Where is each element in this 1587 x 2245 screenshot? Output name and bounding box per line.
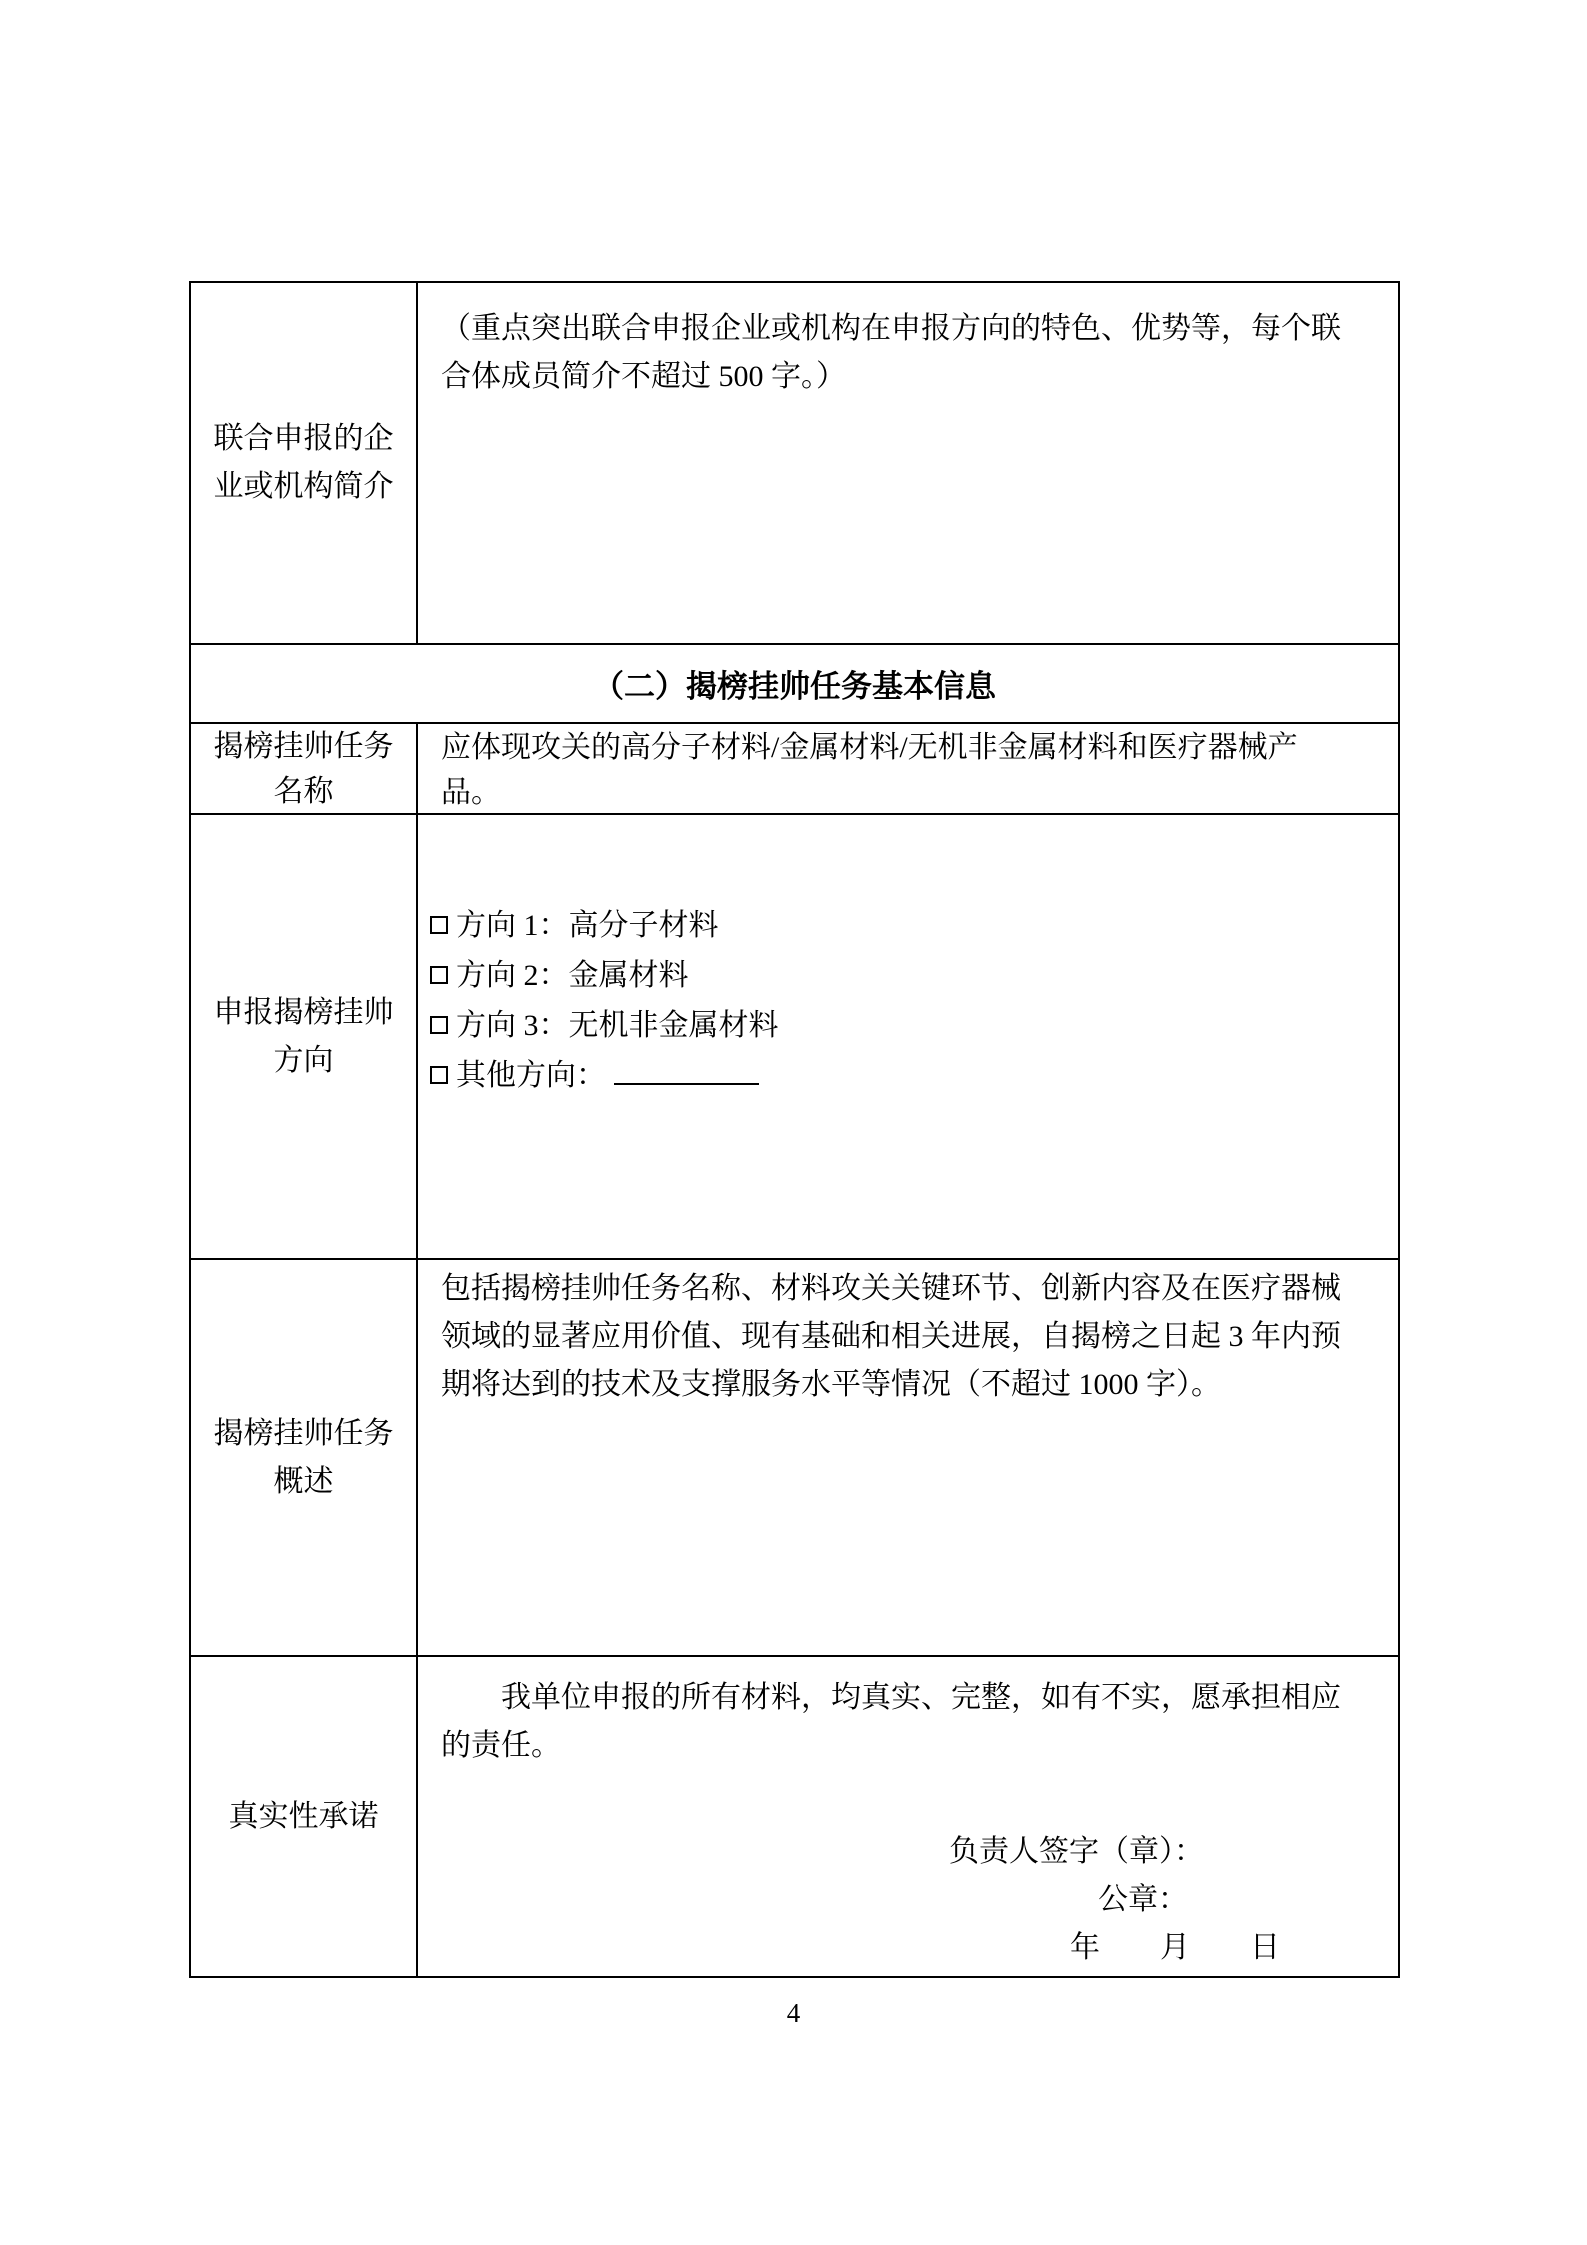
direction-2-option-label: 方向 2：金属材料 [456, 959, 689, 992]
joint-applicants-intro-label-cell [191, 283, 418, 643]
page-number: 4 [786, 1998, 801, 2028]
responsible-person-signature-line: 负责人签字（章）： [949, 1835, 1204, 1868]
table-row-task-overview [191, 1260, 1398, 1657]
joint-applicants-intro-content: （重点突出联合申报企业或机构在申报方向的特色、优势等，每个联合体成员简介不超过 500 字。） [441, 312, 1341, 393]
authenticity-pledge-label: 真实性承诺 [228, 1799, 379, 1833]
application-direction-label: 申报揭榜挂帅方向 [213, 995, 394, 1077]
task-name-label: 揭榜挂帅任务名称 [213, 729, 394, 808]
application-direction-label-cell [191, 815, 418, 1258]
direction-option-2 [430, 951, 1378, 1001]
official-seal-line: 公章： [1098, 1883, 1188, 1916]
authenticity-pledge-label-cell [191, 1657, 418, 1976]
table-row-application-direction [191, 815, 1398, 1260]
table-row-task-name [191, 724, 1398, 815]
direction-3-option-label: 方向 3：无机非金属材料 [456, 1009, 779, 1042]
pledge-text: 我单位申报的所有材料，均真实、完整，如有不实，愿承担相应的责任。 [441, 1681, 1341, 1762]
table-row-authenticity-pledge [191, 1657, 1398, 1976]
direction-option-1 [430, 901, 1378, 951]
table-row-section-header [191, 645, 1398, 724]
joint-applicants-intro-label: 联合申报的企业或机构简介 [213, 422, 394, 503]
task-overview-label-cell [191, 1260, 418, 1655]
direction-3-checkbox[interactable] [430, 1016, 448, 1034]
direction-option-other [430, 1051, 1378, 1101]
direction-1-checkbox[interactable] [430, 916, 448, 934]
other-direction-blank-field[interactable] [614, 1083, 759, 1085]
table-row-joint-applicants-intro [191, 283, 1398, 645]
task-name-content: 应体现攻关的高分子材料/金属材料/无机非金属材料和医疗器械产品。 [441, 731, 1298, 809]
section-header-title: （二）揭榜挂帅任务基本信息 [593, 669, 996, 704]
task-name-label-cell [191, 724, 418, 813]
signature-block [418, 1828, 1398, 1972]
direction-1-option-label: 方向 1：高分子材料 [456, 909, 719, 942]
application-form-table [189, 281, 1400, 1978]
application-direction-content [418, 815, 1398, 1258]
task-overview-label: 揭榜挂帅任务概述 [213, 1416, 394, 1498]
task-overview-content: 包括揭榜挂帅任务名称、材料攻关关键环节、创新内容及在医疗器械领域的显著应用价值、现有基础和相关进展，自揭榜之日起 3 年内预期将达到的技术及支撑服务水平等情况（不超过 1000 字）。 [441, 1272, 1341, 1401]
authenticity-pledge-content [418, 1657, 1398, 1976]
other-direction-checkbox[interactable] [430, 1066, 448, 1084]
direction-option-3 [430, 1001, 1378, 1051]
direction-2-checkbox[interactable] [430, 966, 448, 984]
other-direction-option-label: 其他方向： [456, 1059, 606, 1092]
date-line: 年 月 日 [1070, 1931, 1280, 1964]
